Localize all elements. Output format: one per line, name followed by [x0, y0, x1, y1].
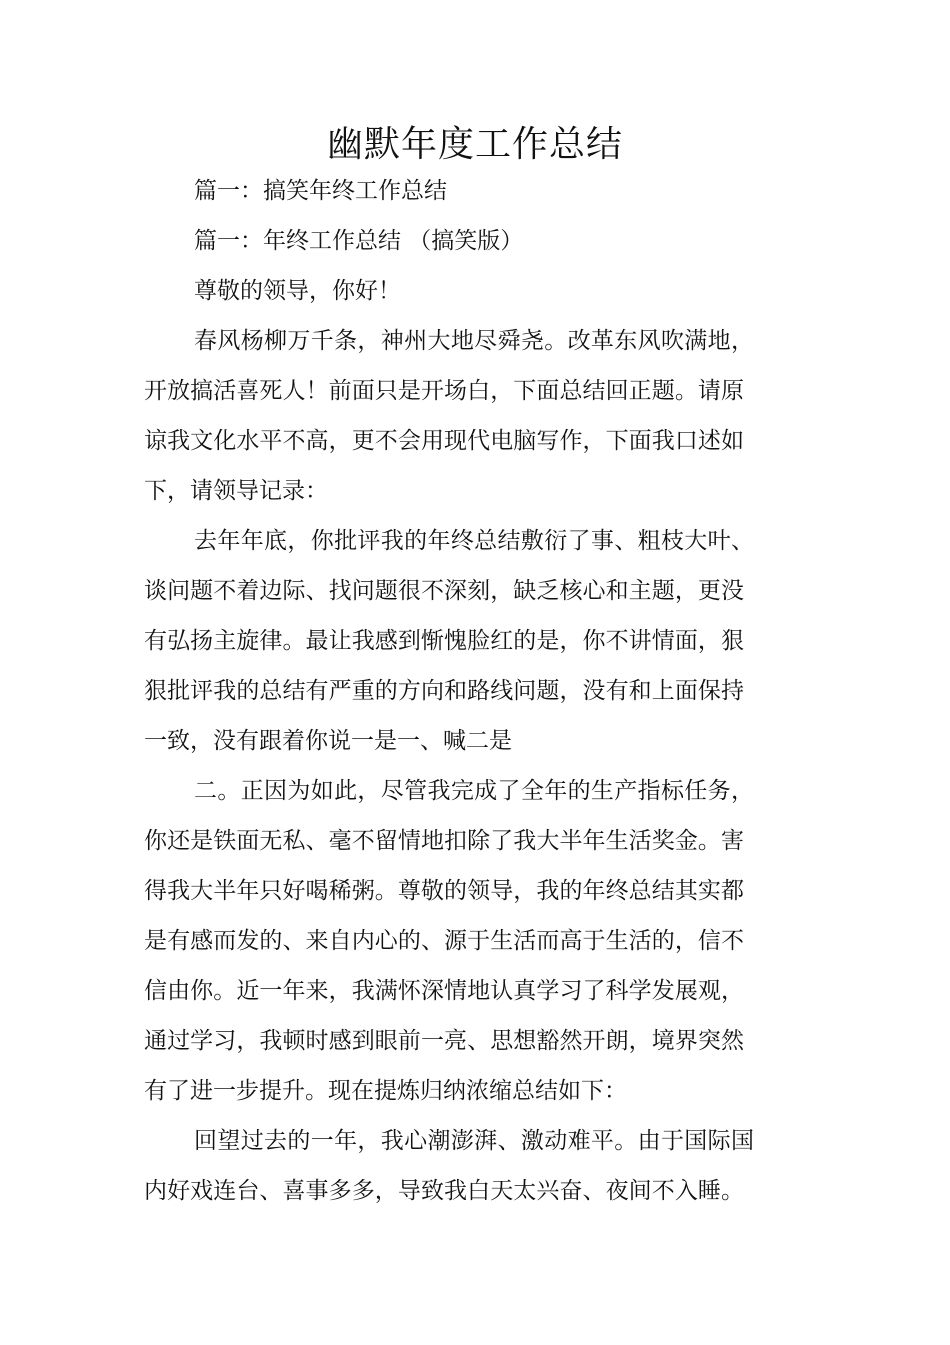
document-title: 幽默年度工作总结 — [326, 124, 623, 165]
paragraph-line: 你还是铁面无私、毫不留情地扣除了我大半年生活奖金。害 — [144, 828, 744, 854]
paragraph-line: 内好戏连台、喜事多多，导致我白天太兴奋、夜间不入睡。 — [144, 1178, 744, 1204]
salutation: 尊敬的领导，你好！ — [194, 278, 401, 304]
paragraph-line: 一致，没有跟着你说一是一、喊二是 — [144, 728, 512, 754]
paragraph-line: 去年年底，你批评我的年终总结敷衍了事、粗枝大叶、 — [194, 528, 754, 554]
paragraph-line: 春风杨柳万千条，神州大地尽舜尧。改革东风吹满地， — [194, 328, 754, 354]
paragraph-line: 下，请领导记录： — [144, 478, 328, 504]
paragraph-line: 是有感而发的、来自内心的、源于生活而高于生活的，信不 — [144, 928, 744, 954]
paragraph-line: 谅我文化水平不高，更不会用现代电脑写作，下面我口述如 — [144, 428, 744, 454]
paragraph-line: 信由你。近一年来，我满怀深情地认真学习了科学发展观， — [144, 978, 744, 1004]
paragraph-line: 得我大半年只好喝稀粥。尊敬的领导，我的年终总结其实都 — [144, 878, 744, 904]
paragraph-line: 狠批评我的总结有严重的方向和路线问题，没有和上面保持 — [144, 678, 744, 704]
paragraph-line: 回望过去的一年，我心潮澎湃、激动难平。由于国际国 — [194, 1128, 754, 1154]
subheading-2: 篇一：年终工作总结 （搞笑版） — [194, 228, 524, 254]
paragraph-line: 通过学习，我顿时感到眼前一亮、思想豁然开朗，境界突然 — [144, 1028, 744, 1054]
paragraph-line: 二。正因为如此，尽管我完成了全年的生产指标任务， — [194, 778, 754, 804]
paragraph-line: 谈问题不着边际、找问题很不深刻，缺乏核心和主题，更没 — [144, 578, 744, 604]
paragraph-line: 开放搞活喜死人！前面只是开场白，下面总结回正题。请原 — [144, 378, 744, 404]
paragraph-line: 有弘扬主旋律。最让我感到惭愧脸红的是，你不讲情面，狠 — [144, 628, 744, 654]
subheading-1: 篇一：搞笑年终工作总结 — [194, 178, 447, 204]
paragraph-line: 有了进一步提升。现在提炼归纳浓缩总结如下： — [144, 1078, 627, 1104]
